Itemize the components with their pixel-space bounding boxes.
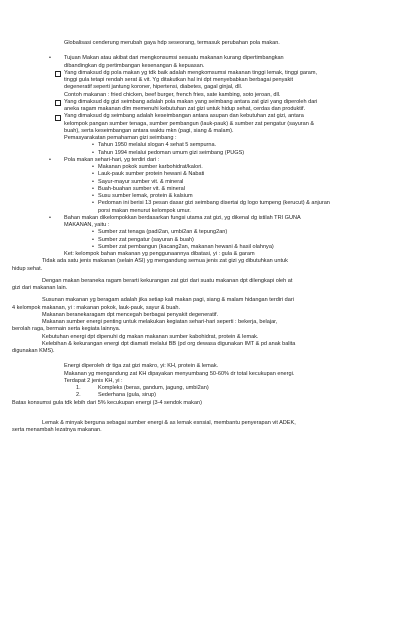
bullet-icon: • [92, 200, 94, 207]
paragraph: Terdapat 2 jenis KH, yi : [64, 377, 123, 384]
list-item [12, 142, 387, 149]
bullet-icon: • [92, 164, 94, 170]
list-item [12, 200, 387, 215]
list-item-text: Makanan pokok sumber karbohidrat/kalori. [98, 164, 203, 170]
list-item-text: Tujuan Makan atau akibat dari mengkonsumsi sesuatu makanan kurang dipertimbangkan dibandingkan dg pertimbangan kesenangan & kepuasan. [64, 55, 284, 69]
paragraph: Energi diperoleh dr tiga zat gizi makro, yi: KH, protein & lemak. [64, 363, 219, 370]
list-item-text: Lauk-pauk sumber protein hewani & Nabati [98, 171, 205, 178]
paragraph: Makanan beranekaragam dpt mencegah berbagai penyakit degeneratif. [42, 311, 219, 318]
paragraph: Kebutuhan energi dpt dipenuhi dg makan makanan sumber kabohidrat, protein & lemak. [42, 333, 259, 340]
list-item-text: Pola makan sehari-hari, yg terdiri dari : [64, 156, 160, 163]
bullet-icon: • [92, 236, 94, 243]
paragraph: Tidak ada satu jenis makanan (selain ASI) yg mengandung semua jenis zat gizi yg dibutuhkan untuk hidup sehat. [12, 258, 288, 272]
numbered-item [12, 392, 387, 399]
paragraph: Dengan makan beraneka ragam berarti kekurangan zat gizi dari suatu makanan dpt dilengkapi oleh at gizi dari makanan lain. [12, 277, 293, 291]
list-item [12, 164, 387, 171]
checkbox-icon [52, 99, 64, 110]
list-item-text: Pedoman ini berisi 13 pesan dasar gizi seimbang disertai dg logo tumpeng (kerucut) & anjuran porsi makan menurut kelompok umur. [98, 200, 330, 214]
list-item-text: Susu sumber lemak, protein & kalsium [98, 193, 193, 199]
bullet-icon: • [92, 193, 94, 199]
list-item [12, 215, 387, 230]
bullet-icon: • [92, 171, 94, 178]
list-item [12, 229, 387, 236]
checkbox-icon [52, 70, 64, 81]
list-item [12, 99, 387, 114]
list-item-text: Sayur-mayur sumber vit. & mineral [98, 178, 184, 185]
list-item-text: Buah-buahan sumber vit. & mineral [98, 185, 185, 192]
list-item [12, 70, 387, 99]
numbered-item [12, 385, 387, 392]
list-item [12, 244, 387, 251]
list-item-text: Yang dimaksud dg seimbang adalah keseimbangan antara asupan dan kebutuhan zat gizi, antara kelompok pangan sumber tenaga, sumber pembangun (lauk-pauk) & sumber zat pengatur (sayuran & buah), serta keseimbangan antara waktu mkn (pagi, siang & malam). Pemasyarakatan pemahaman gizi seimbang : [64, 113, 315, 141]
bullet-icon: • [92, 243, 94, 250]
intro-text: Globalisasi cenderung merubah gaya hdp seseorang, termasuk perubahan pola makan. [64, 40, 280, 46]
list-item-text: Bahan makan dikelompokkan berdasarkan fungsi utama zat gizi, yg dikenal dg istilah TRI GUNA MAKANAN, yaitu : [64, 214, 301, 228]
list-item [12, 171, 387, 178]
item-number: 1. [76, 385, 81, 391]
paragraph: Susunan makanan yg beragam adalah jika setiap kali makan pagi, siang & malam hidangan terdiri dari 4 kelompok makanan, yi : makanan pokok, lauk-pauk, sayur & buah. [12, 297, 294, 311]
bullet-icon: • [92, 185, 94, 192]
paragraph: Makanan yg mengandung zat KH dipayakan menyumbang 50-60% dr total kecukupan energi. [64, 370, 295, 377]
list-item-text: Sumber zat tenaga (padi2an, umbi2an & tepung2an) [98, 229, 228, 236]
paragraph: Batas konsumsi gula tdk lebih dari 5% kecukupan energi (3-4 sendok makan) [12, 399, 202, 406]
bullet-icon: • [49, 214, 51, 221]
bullet-icon: • [92, 178, 94, 185]
list-item [12, 157, 387, 164]
list-item-text: Yang dimaksud dg gizi seimbang adalah pola makan yang seimbang antara zat gizi yang diperoleh dari aneka ragam makanan dlm memenuhi kebutuhan zat gizi untuk hidup sehat, cerdas dan produktif. [64, 98, 318, 112]
list-item [12, 193, 387, 200]
list-item-text: Sumber zat pembangun (kacang2an, makanan hewani & hasil olahnya) [98, 243, 274, 250]
list-item-text: Sumber zat pengatur (sayuran & buah) [98, 236, 194, 243]
paragraph: Makanan sumber energi penting untuk melakukan kegiatan sehari-hari seperti : bekerja, belajar, berolah raga, bermain serta kegiata lainnya. [12, 319, 278, 333]
bullet-icon: • [92, 149, 94, 156]
item-number: 2. [76, 392, 81, 399]
list-item [12, 179, 387, 186]
checkbox-icon [52, 113, 64, 124]
list-item [12, 55, 387, 70]
paragraph: Kelebihan & kekurangan energi dpt diamati melalui BB (pd org dewasa digunakan IMT & pd anak balita digunakan KMS). [12, 340, 296, 354]
bullet-icon: • [92, 229, 94, 236]
list-item-text: Sederhana (gula, sirup) [98, 392, 156, 399]
note-text: Ket: kelompok bahan makanan yg penggunaannya dibatasi, yi : gula & garam [64, 251, 255, 257]
list-item-text: Kompleks (beras, gandum, jagung, umbi2an) [98, 385, 209, 391]
list-item-text: Tahun 1950 melalui slogan 4 sehat 5 sempurna. [98, 142, 217, 149]
paragraph: Lemak & minyak berguna sebagai sumber energi & as lemak esnsial, membantu penyerapan vit ADEK, serta menambah lezatnya makanan. [12, 419, 296, 433]
bullet-icon: • [92, 142, 94, 149]
list-item-text: Yang dimaksud dg pola makan yg tdk baik adalah mengkomsumsi makanan tinggi lemak, tinggi garam, tinggi gula tetapi rendah serat & vit. Yg ditakutkan hal ini dpt menyebabkan berbagai penyakit degeneratif seperti jantung koroner, hipertensi, diabetes, gagal ginjal, dll. Contoh makanan : fried chicken, beef burger, french fries, sate kambing, soto jeroan, dll. [64, 69, 318, 98]
list-item [12, 113, 387, 142]
list-item [12, 237, 387, 244]
list-item [12, 150, 387, 157]
bullet-icon: • [49, 55, 51, 62]
list-item-text: Tahun 1994 melalui pedoman umum gizi seimbang (PUGS) [98, 149, 245, 156]
list-item [12, 186, 387, 193]
bullet-icon: • [49, 156, 51, 163]
